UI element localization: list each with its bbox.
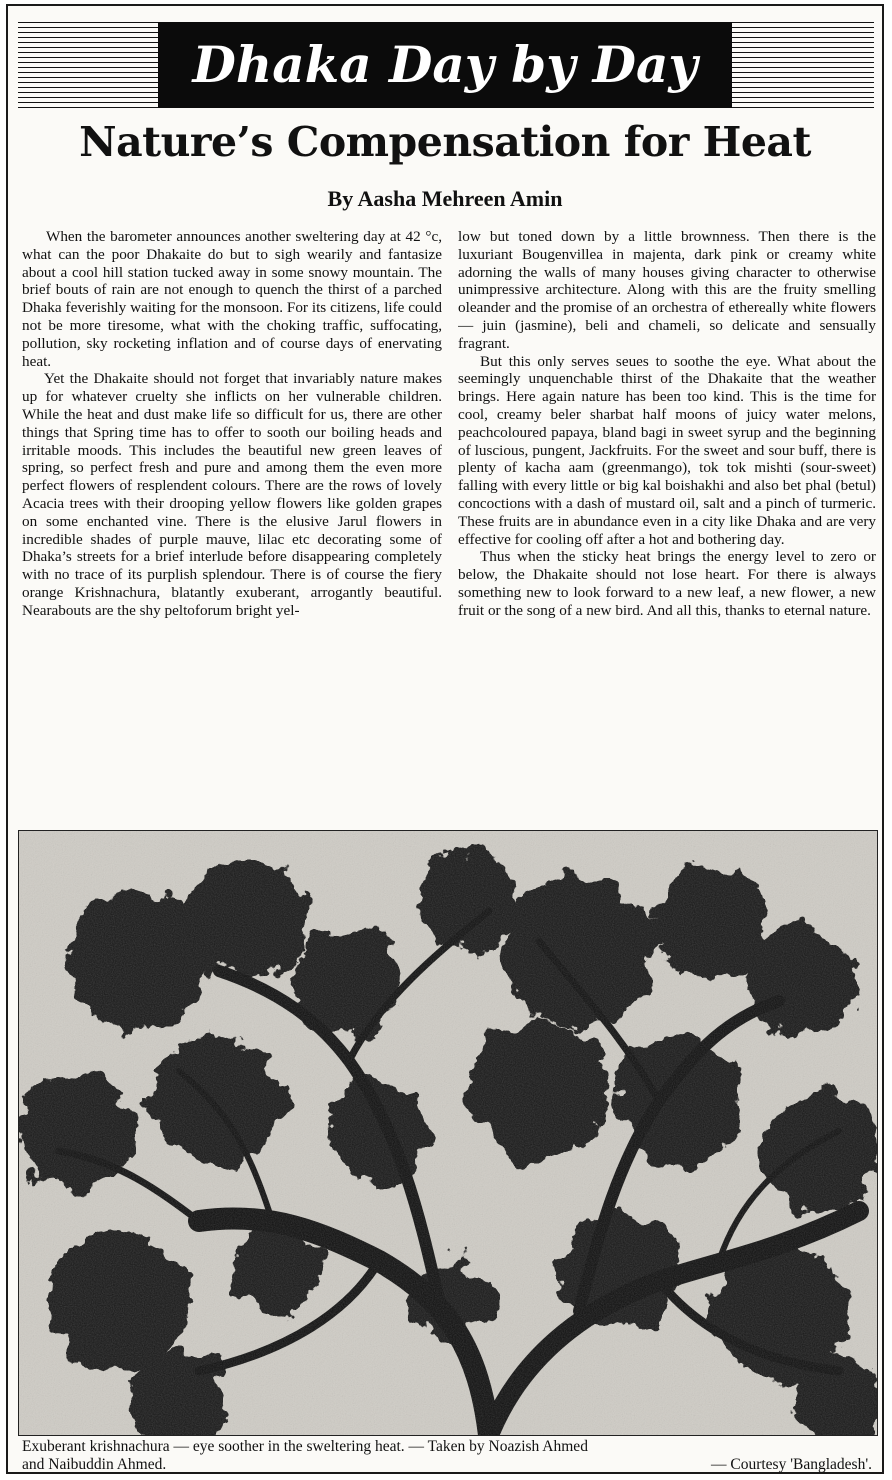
caption-line-2 [22,1456,872,1474]
caption-line-1: Exuberant krishnachura — eye soother in the sweltering heat. — Taken by Noazish Ahmed [22,1438,588,1455]
tree-canopy-image [19,831,877,1435]
article-headline: Nature’s Compensation for Heat [79,118,811,166]
newspaper-page [6,4,884,1474]
paragraph-3: low but toned down by a little brownness. Then there is the luxuriant Bougenvillea in majenta, dark pink or creamy white adorning the walls of many houses giving character to otherwise unimpressive architecture. Along with this are the fruity smelling oleander and the promise of an orchestra of ethereally white flowers — juin (jasmine), beli and chameli, so delicate and sensually fragrant. [458,228,876,352]
masthead-rule-left [18,22,158,108]
masthead-rule-right [732,22,874,108]
paragraph-1: When the barometer announces another sweltering day at 42 °c, what can the poor Dhakaite do but to sigh wearily and fantasize about a cool hill station tucked away in some snowy mountain. The brief bouts of rain are not enough to quench the thirst of a parched Dhaka feverishly waiting for the monsoon. For its citizens, life could not be more tiresome, what with the choking traffic, suffocating, pollution, sky rocketing inflation and of course days of enervating heat. [22,228,442,370]
article-byline: By Aasha Mehreen Amin [327,186,563,211]
article-column-right [458,228,876,824]
article-column-left [22,228,442,824]
masthead-title: Dhaka Day by Day [192,35,698,94]
paragraph-4: But this only serves seues to soothe the eye. What about the seemingly unquenchable thirst of the Dhakaite that the weather brings. Here again nature has been too kind. This is the time for cool, creamy beler sharbat half moons of juicy water melons, peachcoloured papaya, bland bagi in sweet syrup and the beginning of luscious, pungent, Jackfruits. For the sweet and sour buff, there is plenty of kacha aam (greenmango), tok tok mishti (sour-sweet) falling with every little or big kal boishakhi and also bet phal (betul) concoctions with a dash of mustard oil, salt and a pinch of turmeric. These fruits are in abundance even in a city like Dhaka and are very effective for cooling off after a hot and bothering day. [458,352,876,548]
caption-courtesy: — Courtesy 'Bangladesh'. [711,1456,872,1473]
masthead-banner [158,22,732,108]
photo-caption [22,1438,872,1474]
caption-photographer-2: and Naibuddin Ahmed. [22,1456,167,1473]
tree-canopy-photo [18,830,878,1436]
paragraph-5: Thus when the sticky heat brings the energy level to zero or below, the Dhakaite should not lose heart. For there is always something new to look forward to a new leaf, a new flower, a new fruit or the song of a new bird. And all this, thanks to eternal nature. [458,548,876,619]
paragraph-2: Yet the Dhakaite should not forget that invariably nature makes up for whatever cruelty she inflicts on her vulnerable children. While the heat and dust make life so difficult for us, there are other things that Spring time has to offer to sooth our boiling heads and irritable moods. This includes the beautiful new green leaves of spring, so perfect fresh and pure and among them the even more perfect flowers of resplendent colours. There are the rows of lovely Acacia trees with their drooping yellow flowers like golden grapes on some enchanted vine. There is the elusive Jarul flowers in incredible shades of purple mauve, lilac etc decorating some of Dhaka’s streets for a brief interlude before disappearing completely with no trace of its purplish splendour. There is of course the fiery orange Krishnachura, blatantly exuberant, arrogantly beautiful. Nearabouts are the shy peltoforum bright yel- [22,370,442,619]
